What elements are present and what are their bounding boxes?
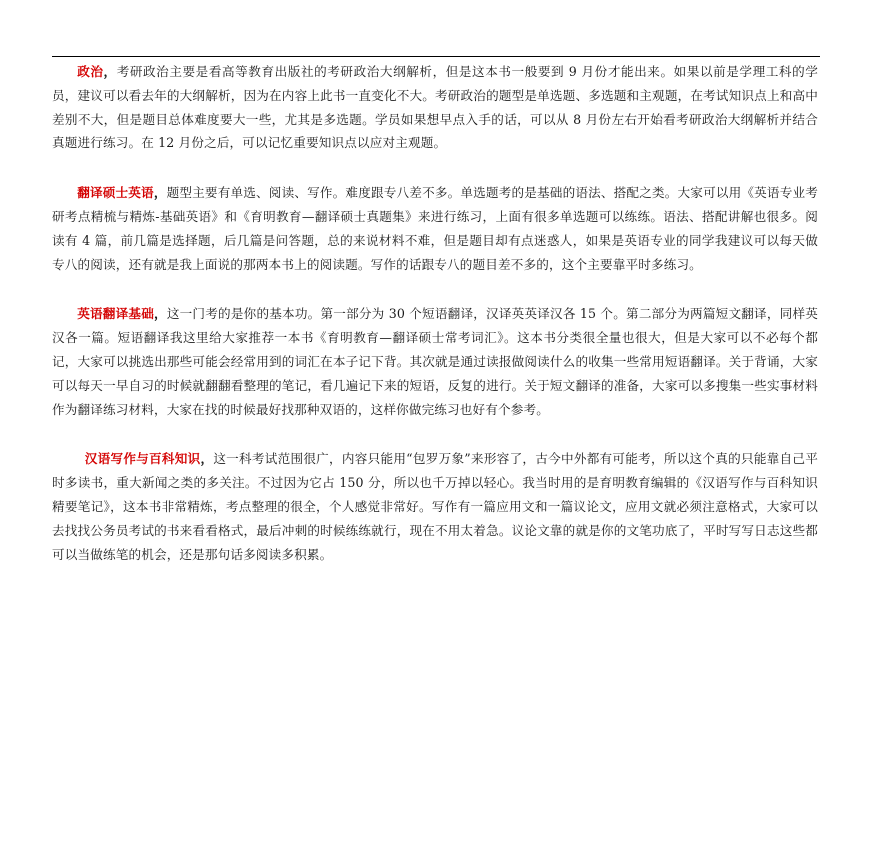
section-heading: 英语翻译基础 [77,306,155,322]
header-rule [52,56,820,57]
heading-separator: ， [153,185,167,201]
section-chinese-writing [52,447,818,566]
section-heading: 翻译硕士英语 [77,185,154,201]
section-translation-english [52,181,818,276]
heading-separator: ， [154,306,167,322]
heading-separator: ， [103,64,117,79]
document-body [52,60,818,592]
section-text: 题型主要有单选、阅读、写作。难度跟专八差不多。单选题考的是基础的语法、搭配之类。大家可以用《英语专业考研考点精梳与精炼-基础英语》和《育明教育—翻译硕士真题集》来进行练习，上面有很多单选题可以练练。语法、搭配讲解也很多。阅读有 4 篇，前几篇是选择题，后几篇是问答题，总的来说材料不难，但是题目却有点迷惑人，如果是英语专业的同学我建议可以每天做专八的阅读，还有就是我上面说的那两本书上的阅读题。写作的话跟专八的题目差不多的，这个主要靠平时多练习。 [52,185,818,272]
section-translation-basics [52,302,818,421]
section-politics [52,60,818,155]
section-text: 考研政治主要是看高等教育出版社的考研政治大纲解析，但是这本书一般要到 9 月份才能出来。如果以前是学理工科的学员，建议可以看去年的大纲解析，因为在内容上此书一直变化不大。考研政治的题型是单选题、多选题和主观题，在考试知识点上和高中差别不大，但是题目总体难度要大一些，尤其是多选题。学员如果想早点入手的话，可以从 8 月份左右开始看考研政治大纲解析并结合真题进行练习。在 12 月份之后，可以记忆重要知识点以应对主观题。 [52,64,818,151]
section-text: 这一科考试范围很广，内容只能用“包罗万象”来形容了，古今中外都有可能考，所以这个真的只能靠自己平时多读书，重大新闻之类的多关注。不过因为它占 150 分，所以也千万掉以轻心。我当时用的是育明教育编辑的《汉语写作与百科知识精要笔记》，这本书非常精炼，考点整理的很全，个人感觉非常好。写作有一篇应用文和一篇议论文，应用文就必须注意格式，大家可以去找找公务员考试的书来看看格式，最后冲刺的时候练练就行，现在不用太着急。议论文靠的就是你的文笔功底了，平时写写日志这些都可以当做练笔的机会，还是那句话多阅读多积累。 [52,451,818,562]
section-heading: 政治 [77,64,104,79]
section-heading: 汉语写作与百科知识 [84,451,201,467]
section-text: 这一门考的是你的基本功。第一部分为 30 个短语翻译，汉译英英译汉各 15 个。第二部分为两篇短文翻译，同样英汉各一篇。短语翻译我这里给大家推荐一本书《育明教育—翻译硕士常考词汇》。这本书分类很全量也很大，但是大家可以不必每个都记，大家可以挑选出那些可能会经常用到的词汇在本子记下背。其次就是通过读报做阅读什么的收集一些常用短语翻译。关于背诵，大家可以每天一早自习的时候就翻翻看整理的笔记，看几遍记下来的短语，反复的进行。关于短文翻译的准备，大家可以多搜集一些实事材料作为翻译练习材料，大家在找的时候最好找那种双语的，这样你做完练习也好有个参考。 [52,306,819,417]
heading-separator: ， [200,451,214,467]
